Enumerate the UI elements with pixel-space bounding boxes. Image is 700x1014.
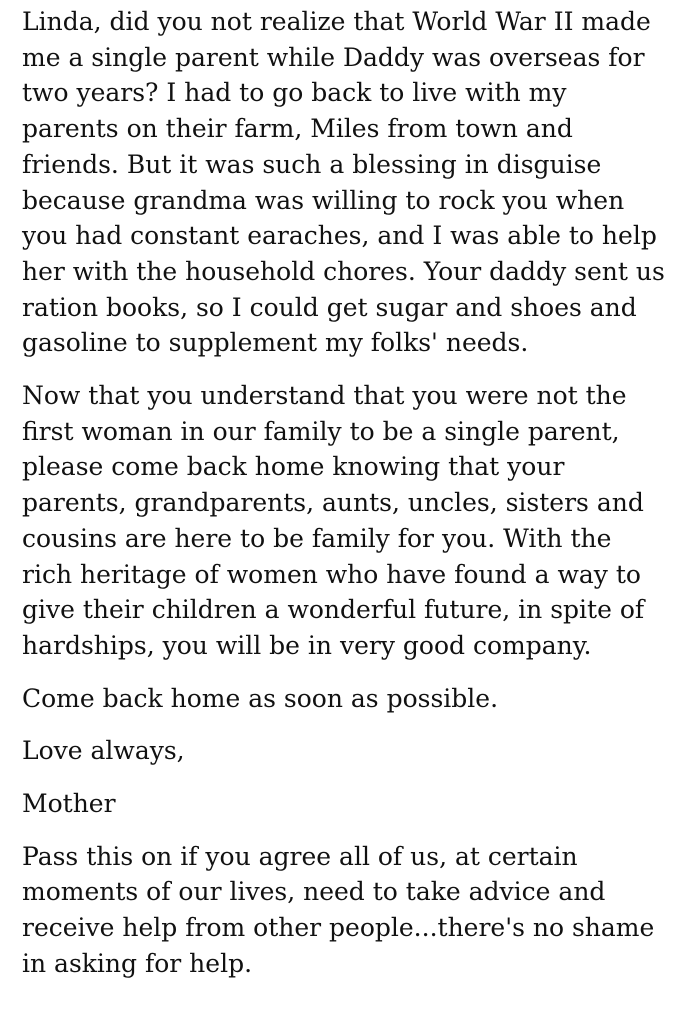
paragraph-pass-this-on: [22, 839, 682, 982]
text-line: friends. But it was such a blessing in disguise: [22, 149, 602, 179]
letter-body: [22, 4, 682, 999]
text-line: me a single parent while Daddy was overseas for: [22, 42, 645, 72]
text-line: parents, grandparents, aunts, uncles, sisters and: [22, 488, 644, 518]
text-line: in asking for help.: [22, 948, 253, 978]
text-line: gasoline to supplement my folks' needs.: [22, 328, 529, 358]
text-line: Love always,: [22, 736, 185, 766]
text-line: Now that you understand that you were not the: [22, 381, 627, 411]
text-line: ration books, so I could get sugar and shoes and: [22, 292, 637, 322]
signature: [22, 786, 682, 822]
text-line: Mother: [22, 789, 116, 819]
text-line: Pass this on if you agree all of us, at certain: [22, 841, 578, 871]
text-line: you had constant earaches, and I was able to help: [22, 221, 657, 251]
text-line: cousins are here to be family for you. With the: [22, 523, 612, 553]
text-line: her with the household chores. Your daddy sent us: [22, 256, 665, 286]
paragraph-wartime-story: [22, 4, 682, 361]
text-line: two years? I had to go back to live with my: [22, 78, 567, 108]
text-line: parents on their farm, Miles from town and: [22, 114, 573, 144]
paragraph-come-back-soon: [22, 681, 682, 717]
text-line: receive help from other people...there's no shame: [22, 913, 655, 943]
closing-salutation: [22, 733, 682, 769]
paragraph-come-home: [22, 378, 682, 664]
text-line: give their children a wonderful future, in spite of: [22, 595, 645, 625]
text-line: Linda, did you not realize that World War II made: [22, 7, 651, 36]
text-line: rich heritage of women who have found a way to: [22, 559, 641, 589]
text-line: first woman in our family to be a single parent,: [22, 416, 620, 446]
text-line: please come back home knowing that your: [22, 452, 565, 482]
text-line: Come back home as soon as possible.: [22, 683, 499, 713]
text-line: moments of our lives, need to take advice and: [22, 877, 606, 907]
text-line: because grandma was willing to rock you when: [22, 185, 625, 215]
text-line: hardships, you will be in very good company.: [22, 630, 592, 660]
